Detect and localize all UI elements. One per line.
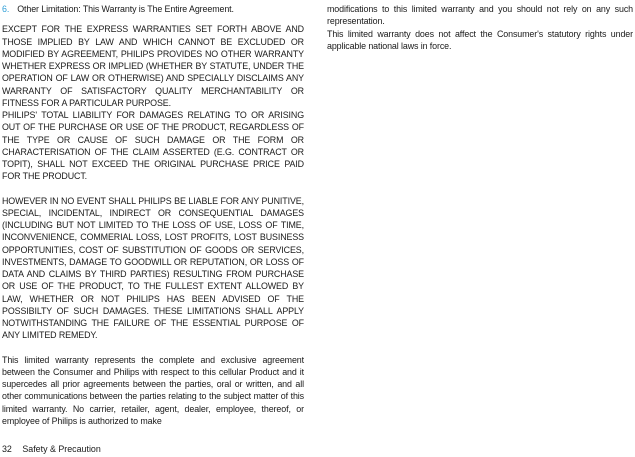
liability-paragraph: PHILIPS' TOTAL LIABILITY FOR DAMAGES RELATING TO OR ARISING OUT OF THE PURCHASE OR USE OF THE PRODUCT, REGARDLESS OF THE TYPE OR CAUSE OF SUCH DAMAGE OR THE FORM OR CHARACTERISATION OF THE CLAIM ASSERTED (E.G. CONTRACT OR TOPIT), SHALL NOT EXCEED THE ORIGINAL PURCHASE PRICE PAID FOR THE PRODUCT. — [2, 110, 304, 182]
disclaimer-paragraph: EXCEPT FOR THE EXPRESS WARRANTIES SET FORTH ABOVE AND THOSE IMPLIED BY LAW AND WHICH CANNOT BE EXCLUDED OR MODIFIED BY AGREEMENT, PHILIPS PROVIDES NO OTHER WARRANTY WHETHER EXPRESS OR IMPLIED (WHETHER BY STATUTE, UNDER THE OPERATION OF LAW OR OTHERWISE) AND SPECIALLY DISCLAIMS ANY WARRANTY OF SATISFACTORY QUALITY MERCHANTABILITY OR FITNESS FOR A PARTICULAR PURPOSE. — [2, 24, 304, 108]
section-number: 6. — [2, 4, 10, 14]
footer-section-name: Safety & Precaution — [22, 444, 101, 454]
right-column — [327, 3, 633, 52]
page-number: 32 — [2, 444, 12, 454]
damages-paragraph: HOWEVER IN NO EVENT SHALL PHILIPS BE LIABLE FOR ANY PUNITIVE, SPECIAL, INCIDENTAL, INDIRECT OR CONSEQUENTIAL DAMAGES (INCLUDING BUT NOT LIMITED TO THE LOSS OF USE, LOSS OF TIME, INCONVENIENCE, COMMERIAL LOSS, LOST PROFITS, LOST BUSINESS OPPORTUNITIES, COST OF SUBSTITUTION OF GOODS OR SERVICES, INVESTMENTS, DAMAGE TO GOODWILL OR REPUTATION, OR LOSS OF DATA AND CLAIMS BY THIRD PARTIES) RESULTING FROM PURCHASE OR USE OF THE PRODUCT, TO THE FULLEST EXTENT ALLOWED BY LAW, WHETHER OR NOT PHILIPS HAS BEEN ADVISED OF THE POSSIBILTY OF SUCH DAMAGES. THESE LIMITATIONS SHALL APPLY NOTWITHSTANDING THE FAILURE OF THE ESSENTIAL PURPOSE OF ANY LIMITED REMEDY. — [2, 195, 304, 341]
agreement-paragraph: This limited warranty represents the complete and exclusive agreement between the Consumer and Philips with respect to this cellular Product and it supercedes all prior agreements between the parties, oral or written, and all other communications between the parties relating to the subject matter of this limited warranty. No carrier, retailer, agent, dealer, employee, thereof, or employee of Philips is authorized to make — [2, 354, 304, 426]
section-heading — [2, 3, 304, 15]
statutory-rights-paragraph: This limited warranty does not affect the Consumer's statutory rights under applicable national laws in force. — [327, 28, 633, 51]
left-column — [2, 3, 304, 427]
page-footer — [2, 443, 101, 455]
section-title: Other Limitation: This Warranty is The Entire Agreement. — [17, 4, 234, 14]
modifications-paragraph: modifications to this limited warranty and you should not rely on any such representation. — [327, 4, 633, 27]
